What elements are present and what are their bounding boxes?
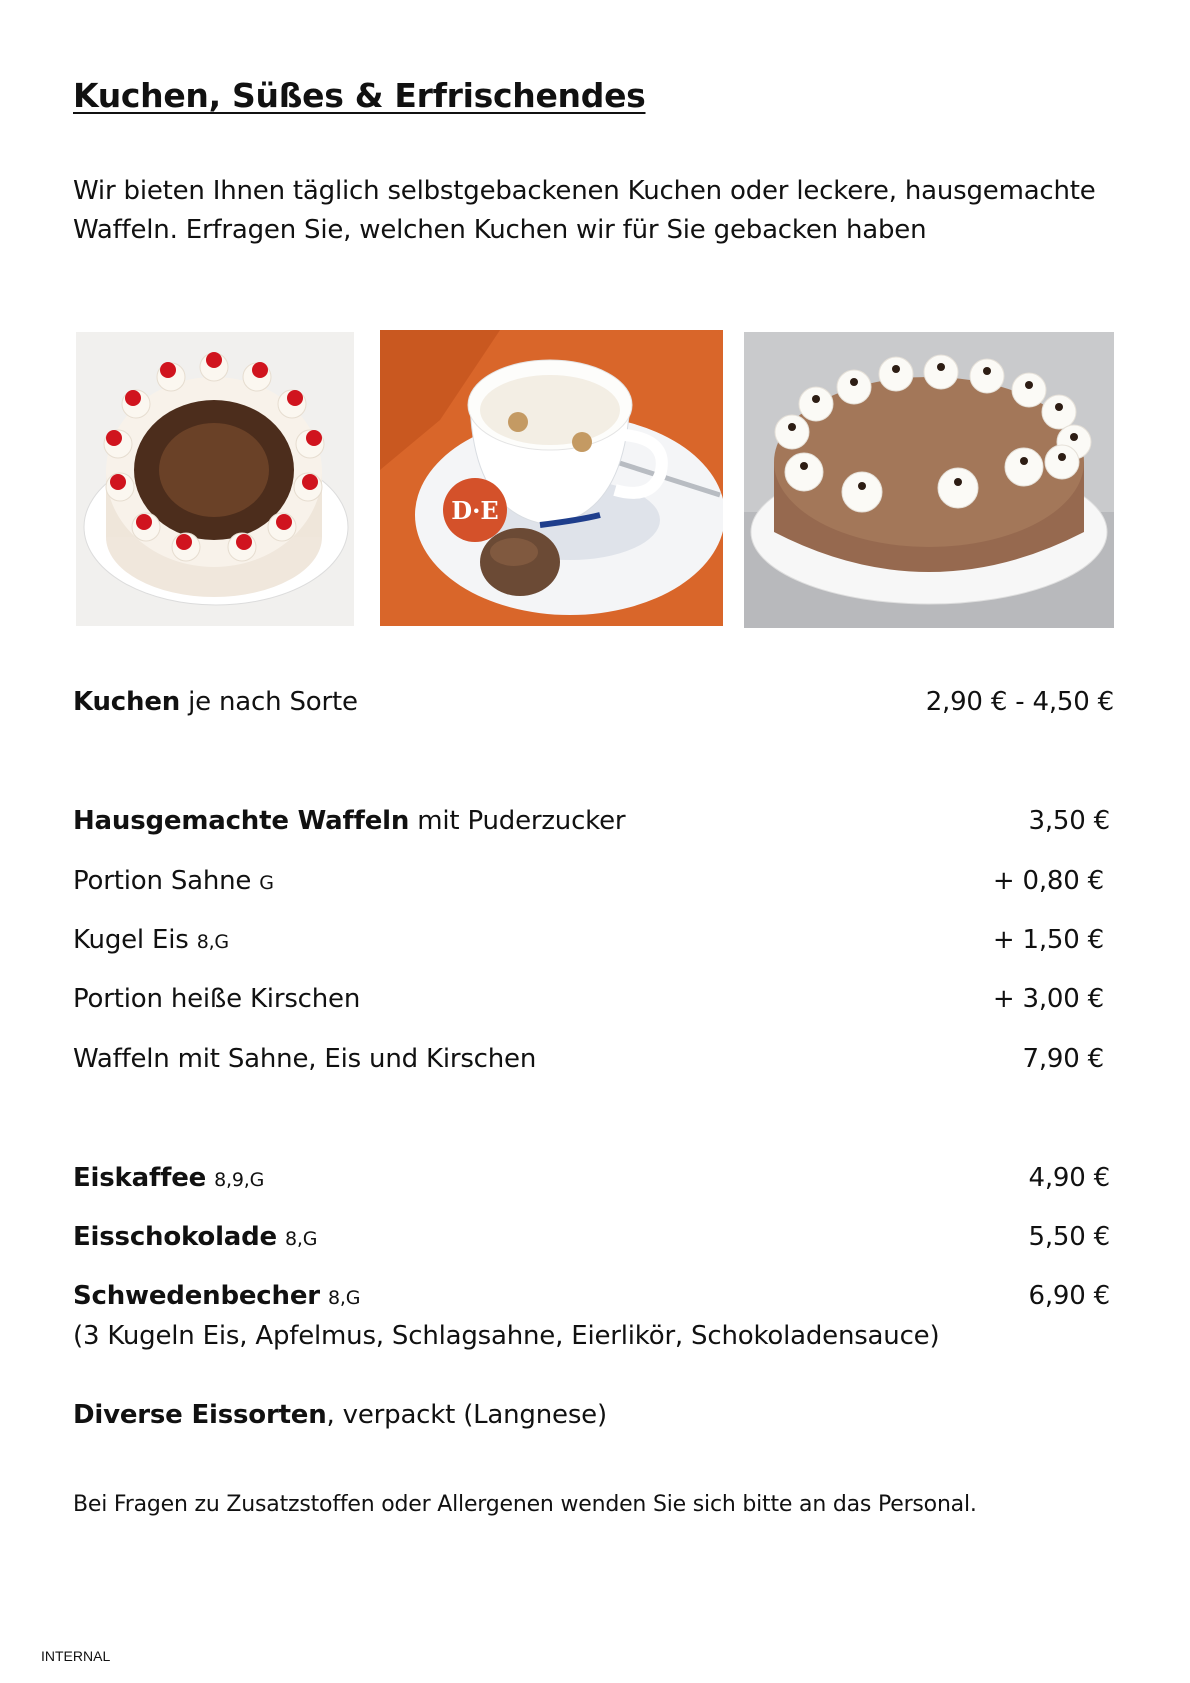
menu-item-eisschokolade xyxy=(73,1221,317,1255)
black-forest-cake-photo xyxy=(76,332,354,626)
menu-item-kirschen xyxy=(73,983,360,1015)
allergen-code: G xyxy=(259,872,274,894)
price-eisschokolade: 5,50 € xyxy=(1028,1222,1110,1252)
classification-label: INTERNAL xyxy=(41,1648,111,1664)
allergen-code: 8,G xyxy=(196,931,229,953)
item-name: Kuchen xyxy=(73,687,181,717)
allergen-note: Bei Fragen zu Zusatzstoffen oder Allergenen wenden Sie sich bitte an das Personal. xyxy=(73,1492,977,1517)
chocolate-cake-photo xyxy=(744,332,1114,628)
intro-text: Wir bieten Ihnen täglich selbstgebackenen Kuchen oder leckere, hausgemachte Waffeln. Erfragen Sie, welchen Kuchen wir für Sie gebacken haben xyxy=(73,176,1096,245)
allergen-code: 8,G xyxy=(285,1228,318,1250)
price-kirschen: + 3,00 € xyxy=(992,984,1104,1014)
price-waffeln: 3,50 € xyxy=(1028,806,1110,836)
page-title: Kuchen, Süßes & Erfrischendes xyxy=(73,76,646,115)
price-kuchen: 2,90 € - 4,50 € xyxy=(925,687,1114,717)
menu-item-waffel-komplett xyxy=(73,1043,536,1075)
item-name: Eiskaffee xyxy=(73,1163,207,1193)
item-desc: , verpackt (Langnese) xyxy=(326,1400,607,1430)
item-name: Waffeln mit Sahne, Eis und Kirschen xyxy=(73,1044,537,1074)
schwedenbecher-description: (3 Kugeln Eis, Apfelmus, Schlagsahne, Eierlikör, Schokoladensauce) xyxy=(73,1321,940,1351)
menu-item-sahne xyxy=(73,865,274,899)
menu-item-eiskaffee xyxy=(73,1162,264,1196)
menu-item-diverse-eissorten xyxy=(73,1399,607,1431)
menu-item-kuchen xyxy=(73,686,358,718)
menu-item-schwedenbecher xyxy=(73,1280,360,1314)
price-eis: + 1,50 € xyxy=(992,925,1104,955)
item-name: Eisschokolade xyxy=(73,1222,277,1252)
item-name: Portion Sahne xyxy=(73,866,252,896)
item-name: Kugel Eis xyxy=(73,925,189,955)
coffee-cup-photo xyxy=(380,330,723,626)
de-logo: D·E xyxy=(451,496,499,525)
allergen-code: 8,G xyxy=(327,1287,361,1309)
menu-item-eis xyxy=(73,924,229,958)
price-schwedenbecher: 6,90 € xyxy=(1028,1281,1110,1311)
menu-item-waffeln xyxy=(73,805,625,837)
item-name: Schwedenbecher xyxy=(73,1281,320,1311)
item-desc: je nach Sorte xyxy=(180,687,358,717)
price-waffel-komplett: 7,90 € xyxy=(1022,1044,1104,1074)
item-name: Hausgemachte Waffeln xyxy=(73,806,410,836)
item-name: Portion heiße Kirschen xyxy=(73,984,361,1014)
item-desc: mit Puderzucker xyxy=(409,806,626,836)
price-sahne: + 0,80 € xyxy=(992,866,1104,896)
item-name: Diverse Eissorten xyxy=(73,1400,327,1430)
allergen-code: 8,9,G xyxy=(214,1169,265,1191)
price-eiskaffee: 4,90 € xyxy=(1028,1163,1110,1193)
